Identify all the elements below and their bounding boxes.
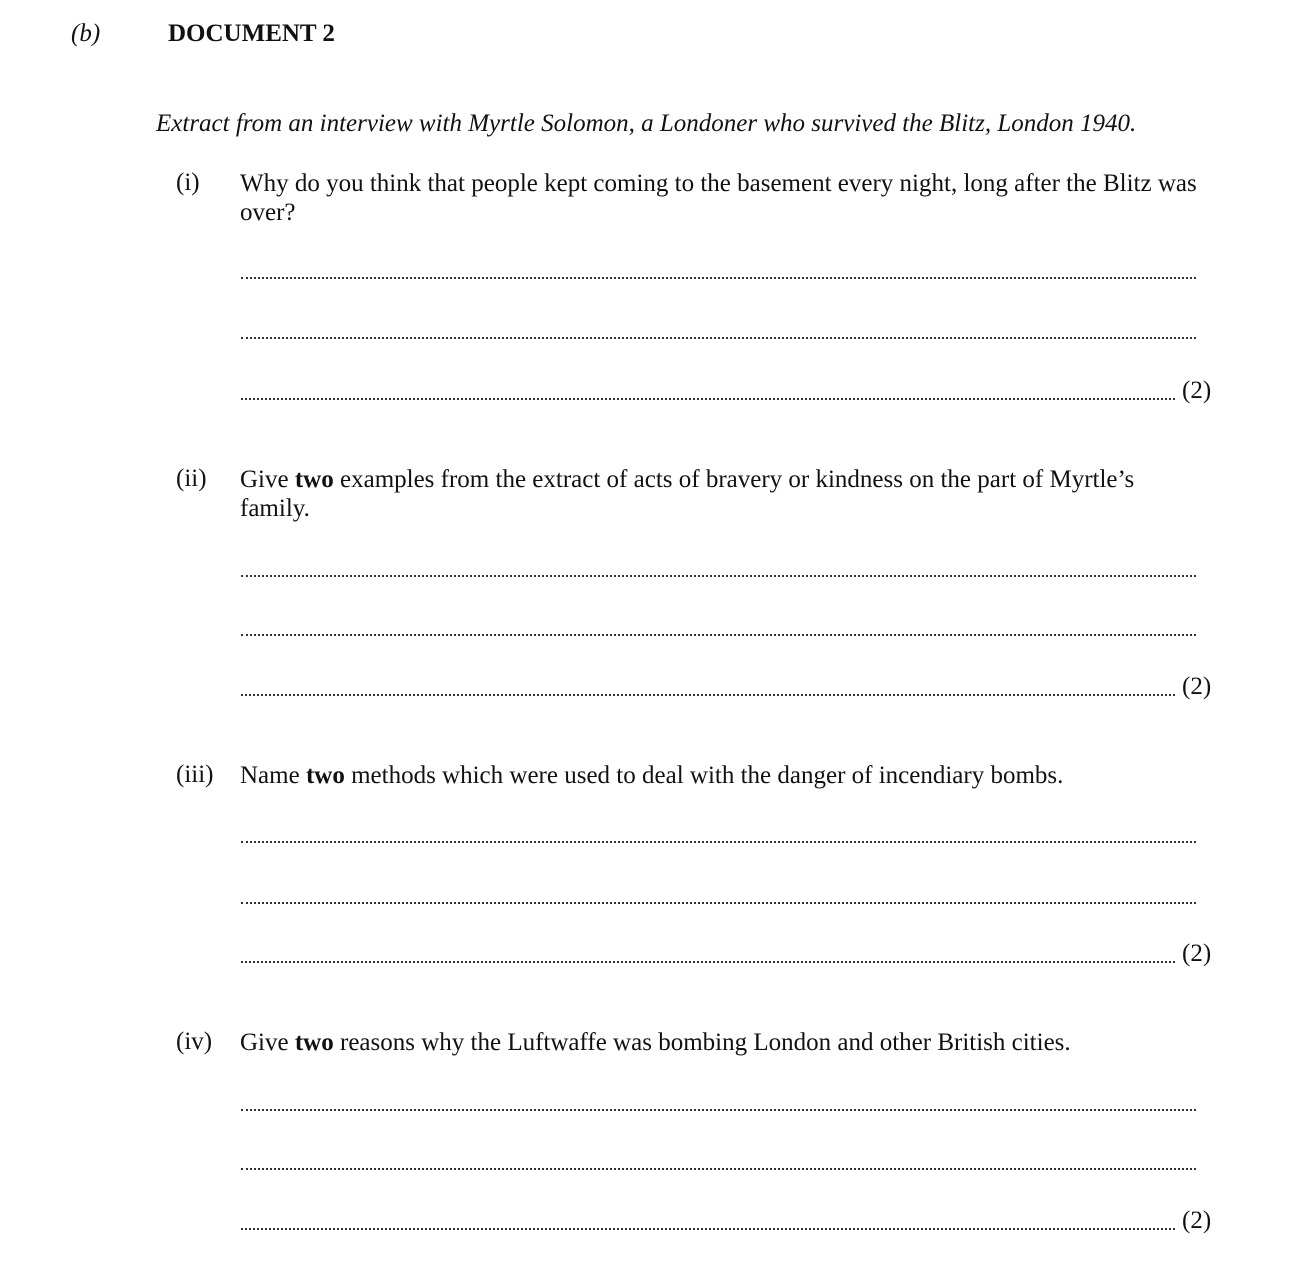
question-text	[240, 1028, 1200, 1057]
marks-label: (2)	[1182, 1207, 1212, 1234]
question-text-after: reasons why the Luftwaffe was bombing London and other British cities.	[333, 1029, 1071, 1056]
marks-label: (2)	[1182, 673, 1212, 700]
question-text-before: Give	[240, 466, 295, 493]
answer-line[interactable]	[241, 1226, 1175, 1232]
part-label: (b)	[71, 20, 101, 47]
question-number: (iii)	[176, 761, 214, 788]
extract-caption: Extract from an interview with Myrtle Solomon, a Londoner who survived the Blitz, London 1940.	[156, 110, 1137, 137]
answer-line[interactable]	[241, 692, 1175, 698]
question-text	[240, 761, 1200, 790]
question-number: (i)	[176, 169, 200, 196]
answer-line[interactable]	[241, 632, 1196, 638]
question-text	[240, 169, 1200, 227]
document-title: DOCUMENT 2	[168, 20, 335, 47]
answer-line[interactable]	[241, 335, 1196, 341]
question-text-before: Why do you think that people kept coming to the basement every night, long after the Blitz was over?	[240, 170, 1197, 226]
question-text-after: methods which were used to deal with the danger of incendiary bombs.	[344, 762, 1064, 789]
answer-line[interactable]	[241, 275, 1196, 281]
question-text-after: examples from the extract of acts of bravery or kindness on the part of Myrtle’s family.	[240, 466, 1135, 522]
question-number: (ii)	[176, 465, 207, 492]
answer-line[interactable]	[241, 900, 1196, 906]
question-text-bold: two	[294, 1029, 334, 1056]
answer-line[interactable]	[241, 396, 1175, 402]
question-text-bold: two	[294, 466, 334, 493]
marks-label: (2)	[1182, 377, 1212, 404]
question-text-bold: two	[305, 762, 345, 789]
question-number: (iv)	[176, 1028, 213, 1055]
answer-line[interactable]	[241, 839, 1196, 845]
question-text-before: Give	[240, 1029, 295, 1056]
answer-line[interactable]	[241, 1107, 1196, 1113]
marks-label: (2)	[1182, 940, 1212, 967]
answer-line[interactable]	[241, 1166, 1196, 1172]
question-text	[240, 465, 1200, 523]
answer-line[interactable]	[241, 573, 1196, 579]
question-text-before: Name	[240, 762, 306, 789]
answer-line[interactable]	[241, 959, 1175, 965]
